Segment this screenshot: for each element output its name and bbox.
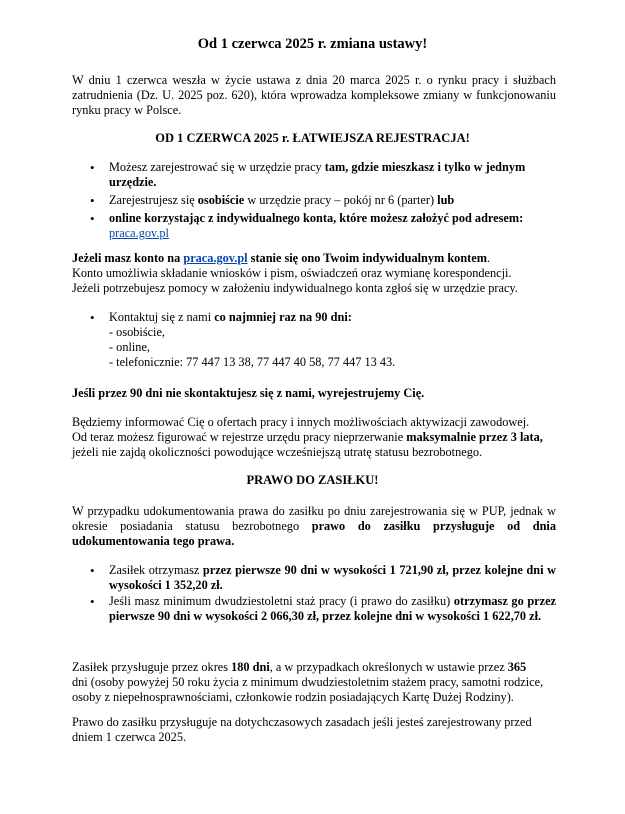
bullet-icon: • [90,193,95,208]
offers-paragraph: Będziemy informować Cię o ofertach pracy i innych możliwościach aktywizacji zawodowej. Od teraz możesz figurować w rejestrze urzędu pracy nieprzerwanie maksymalnie przez 3 lata, jeżeli nie zajdą okoliczności powodujące wcześniejszą utratę statusu bezrobotnego. [72,415,543,459]
deregister-notice: Jeśli przez 90 dni nie skontaktujesz się z nami, wyrejestrujemy Cię. [72,386,425,400]
contact-list [72,310,556,370]
registration-list [72,160,556,241]
list-item: • Jeśli masz minimum dwudziestoletni staż pracy (i prawo do zasiłku) otrzymasz go przez pierwsze 90 dni w wysokości 2 066,30 zł, przez kolejne dni w wysokości 1 622,70 zł. [90,594,556,623]
intro-paragraph: W dniu 1 czerwca weszła w życie ustawa z dnia 20 marca 2025 r. o rynku pracy i służbach zatrudnienia (Dz. U. 2025 poz. 620), która wprowadza kompleksowe zmiany w funkcjonowaniu rynku pracy w Polsce. [72,73,556,117]
benefit-paragraph: W przypadku udokumentowania prawa do zasiłku po dniu zarejestrowania się w PUP, jednak w okresie posiadania statusu bezrobotnego prawo do zasiłku przysługuje od dnia udokumentowania tego prawa. [72,504,556,548]
benefit-list [72,563,556,624]
bullet-icon: • [90,563,95,578]
section-heading-benefit: PRAWO DO ZASIŁKU! [246,473,379,487]
old-rules-paragraph: Prawo do zasiłku przysługuje na dotychczasowych zasadach jeśli jesteś zarejestrowany przed dniem 1 czerwca 2025. [72,715,532,744]
account-paragraph: Jeżeli masz konto na praca.gov.pl stanie się ono Twoim indywidualnym kontem. Konto umożliwia składanie wniosków i pism, oświadczeń oraz wymianę korespondencji. Jeżeli potrzebujesz pomocy w założeniu indywidualnego konta zgłoś się w urzędzie pracy. [72,251,518,295]
bullet-icon: • [90,211,95,226]
list-item: • online korzystając z indywidualnego konta, które możesz założyć pod adresem: praca.gov.pl [90,211,524,240]
bullet-icon: • [90,160,95,175]
list-item: • Kontaktuj się z nami co najmniej raz na 90 dni: - osobiście, - online, - telefonicznie: 77 447 13 38, 77 447 40 58, 77 447 13 43. [90,310,396,369]
list-item: • Możesz zarejestrować się w urzędzie pracy tam, gdzie mieszkasz i tylko w jednym urzędzie. [90,160,526,189]
page-title: Od 1 czerwca 2025 r. zmiana ustawy! [197,36,428,52]
period-paragraph: Zasiłek przysługuje przez okres 180 dni, a w przypadkach określonych w ustawie przez 365 dni (osoby powyżej 50 roku życia z minimum dwudziestoletnim stażem pracy, samotni rodzice, osoby z niepełnosprawnościami, członkowie rodzin posiadających Kartę Dużej Rodziny). [72,660,544,704]
bullet-icon: • [90,594,95,609]
praca-gov-link-inline[interactable]: praca.gov.pl [183,251,248,265]
section-heading-registration: OD 1 CZERWCA 2025 r. ŁATWIEJSZA REJESTRACJA! [155,131,470,145]
list-item: • Zarejestrujesz się osobiście w urzędzie pracy – pokój nr 6 (parter) lub [90,193,455,208]
list-item: • Zasiłek otrzymasz przez pierwsze 90 dni w wysokości 1 721,90 zł, przez kolejne dni w wysokości 1 352,20 zł. [90,563,556,592]
bullet-icon: • [90,310,95,325]
praca-gov-link[interactable]: praca.gov.pl [109,226,169,240]
